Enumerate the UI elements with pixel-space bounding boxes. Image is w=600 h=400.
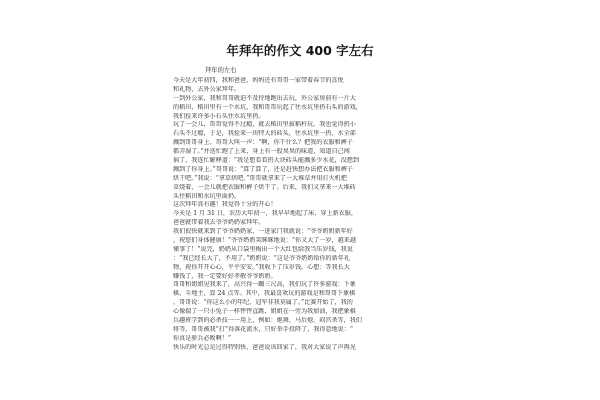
text-line: 兵趣班学到的必杀技一一用上，例如：炮舞、马后炮、闷宫杀等，我们 bbox=[173, 317, 362, 325]
text-line: 祸了，我连忙解释道：“我是想看看扔大块砖头能溅多少水花，没想到 bbox=[173, 157, 359, 165]
text-line: 你真是骄兵必败啊！” bbox=[173, 334, 231, 342]
text-line: ，哥哥说：“你这么小的年纪，冠军非我莫属了。”比赛开始了，我的 bbox=[173, 299, 353, 307]
text-line: 溅到了你身上。”哥哥说：“算了算了，还是赶快想办法把衣服和裤子 bbox=[173, 165, 353, 173]
text-line: 的稻田，稻田里有一个水坑，我和哥哥玩起了往水坑里扔石头的游戏， bbox=[173, 103, 362, 111]
document-title: 年拜年的作文 400 字左右 bbox=[226, 43, 374, 58]
text-line: 我们捡来许多小石头往水坑里扔。 bbox=[173, 112, 265, 120]
text-line: 溅到哥哥身上。哥哥大叫一声：“啊，你干什么？把我的衣服和裤子 bbox=[173, 139, 353, 147]
text-line: 都弄湿了。”并迭忙跑了上来，身上有一股臭臭的味道，知道自己闯 bbox=[173, 148, 350, 156]
document-subtitle: 拜年的左右 bbox=[205, 67, 237, 74]
text-line: 头往稻田和水坑里面扔。 bbox=[173, 192, 241, 200]
text-line: 哥哥和姐姐见我来了，高兴得一蹦三尺高，我们玩了许多游戏：下象 bbox=[173, 281, 356, 289]
text-line: 和礼物，去外公家拜年。 bbox=[173, 85, 241, 93]
text-line: 草烧着，一会儿就把衣服和裤子烘干了。后来，我们又拿来一大堆砖 bbox=[173, 183, 356, 191]
text-line: 心像揣了一只小兔子一样怦怦直跳，姐姐在一旁为我加油，我把象棋 bbox=[173, 308, 356, 316]
text-line: 物，祝你开开心心，平平安安。”我收下了压岁钱，心想：等我长大 bbox=[173, 263, 350, 271]
text-line: 赚钱了，我一定要好好孝敬爷爷奶奶。 bbox=[173, 272, 277, 280]
document-body bbox=[173, 77, 428, 353]
text-line: 这次拜年真有趣！我觉得十分的开心！ bbox=[173, 201, 277, 209]
text-line: 快乐的时光总是过得特别快，爸爸说该回家了，我对大家说了声再见 bbox=[173, 343, 356, 351]
text-line: 我们很快就来到了爷爷奶奶家，一进家门我就说：“爷爷奶奶新年好 bbox=[173, 228, 353, 236]
text-line: ：“我已经长大了，不用了。”奶奶说：“这是爷爷奶奶给你的新年礼 bbox=[173, 254, 350, 262]
text-line: 懂事了！”说完，奶奶从口袋里掏出一个大红包给我当压岁钱，我说 bbox=[173, 245, 353, 253]
text-line: 一到外公家，我和哥哥就迫不及待地跑出去玩，外公家房前有一片大 bbox=[173, 94, 356, 102]
text-line: 烘干吧。”我说：“拿草烘吧。”哥哥就拿来了一大堆草并用打火机把 bbox=[173, 174, 347, 182]
text-line: 今天是 1 月 31 日，农历大年初一，我早早地起了床，穿上新衣服， bbox=[173, 210, 357, 218]
text-line: 玩了一会儿，哥哥觉得不过瘾，就去稻田里拔稻杆玩。我也觉得扔小 bbox=[173, 121, 356, 129]
text-line: 棋、斗地主、算 24 点等。其中，我最喜欢玩的游戏是和哥哥下象棋 bbox=[173, 290, 356, 298]
text-line: 石头不过瘾，于是，我捡来一块特大的砖头，往水坑里一扔，水全部 bbox=[173, 130, 356, 138]
text-line: 今天是大年初四，我和爸爸、妈妈还有哥哥一家带着春节的喜悦 bbox=[173, 77, 344, 84]
text-line: ，祝您们身体健康！”爷爷奶奶笑眯眯地说：“你又大了一岁，越来越 bbox=[173, 237, 356, 245]
text-line: 爸爸就带着我去爷爷奶奶家拜年。 bbox=[173, 219, 265, 227]
text-line: 将等，哥哥被我“打”得落花流水，只好举手投降了，我得意地说：“ bbox=[173, 325, 353, 333]
